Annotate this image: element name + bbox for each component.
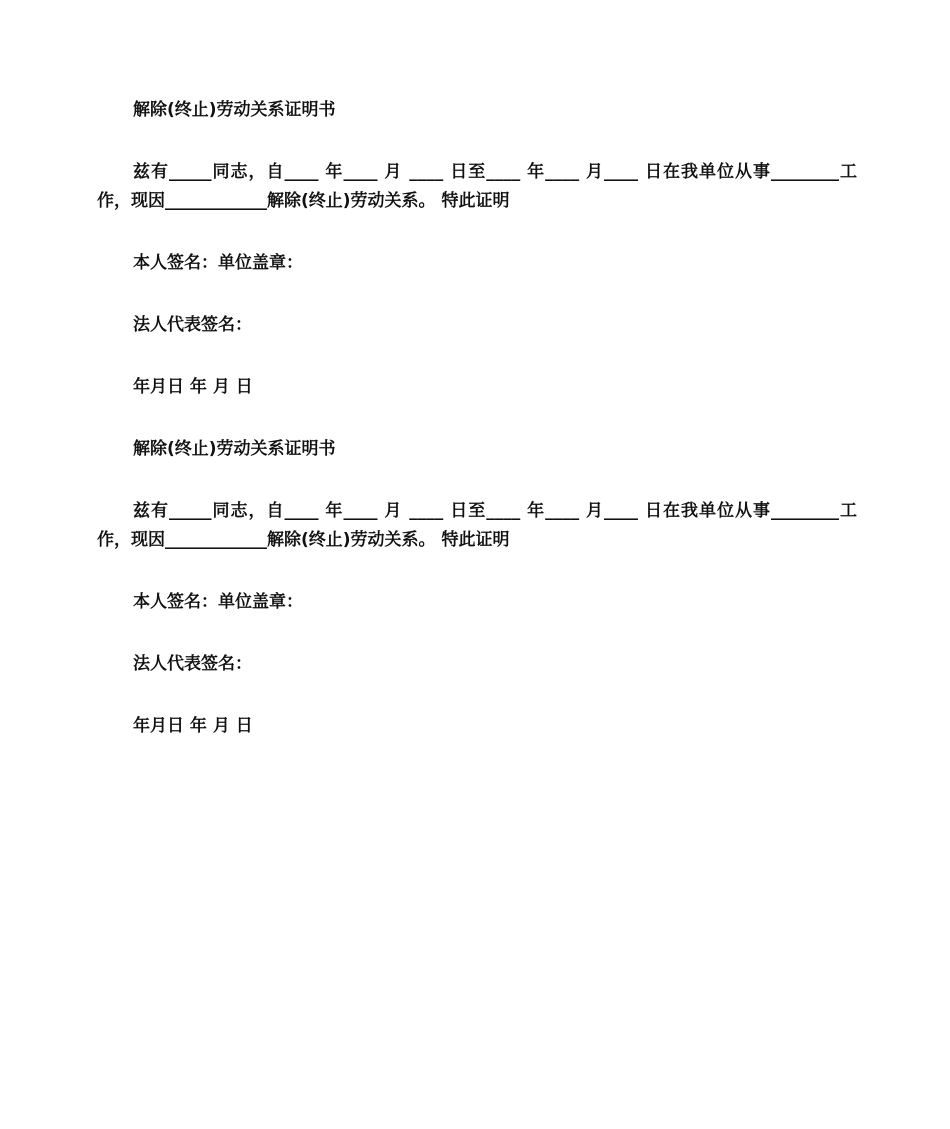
signature-line: 本人签名：单位盖章： [133,592,303,612]
date-line: 年月日 年 月 日 [133,377,253,397]
date-line: 年月日 年 月 日 [133,716,253,736]
certificate-body: 兹有_____同志，自____ 年____ 月 ____ 日至____ 年____ 月____ 日在我单位从事________工作，现因____________解除(终止)劳动关系。 特此证明 [97,501,857,550]
legal-rep-signature-line: 法人代表签名： [133,315,252,335]
certificate-title: 解除(终止)劳动关系证明书 [133,439,336,459]
certificate-title: 解除(终止)劳动关系证明书 [133,100,336,120]
legal-rep-signature-line: 法人代表签名： [133,654,252,674]
signature-line: 本人签名：单位盖章： [133,253,303,273]
certificate-body: 兹有_____同志，自____ 年____ 月 ____ 日至____ 年____ 月____ 日在我单位从事________工作，现因____________解除(终止)劳动关系。 特此证明 [97,162,857,211]
